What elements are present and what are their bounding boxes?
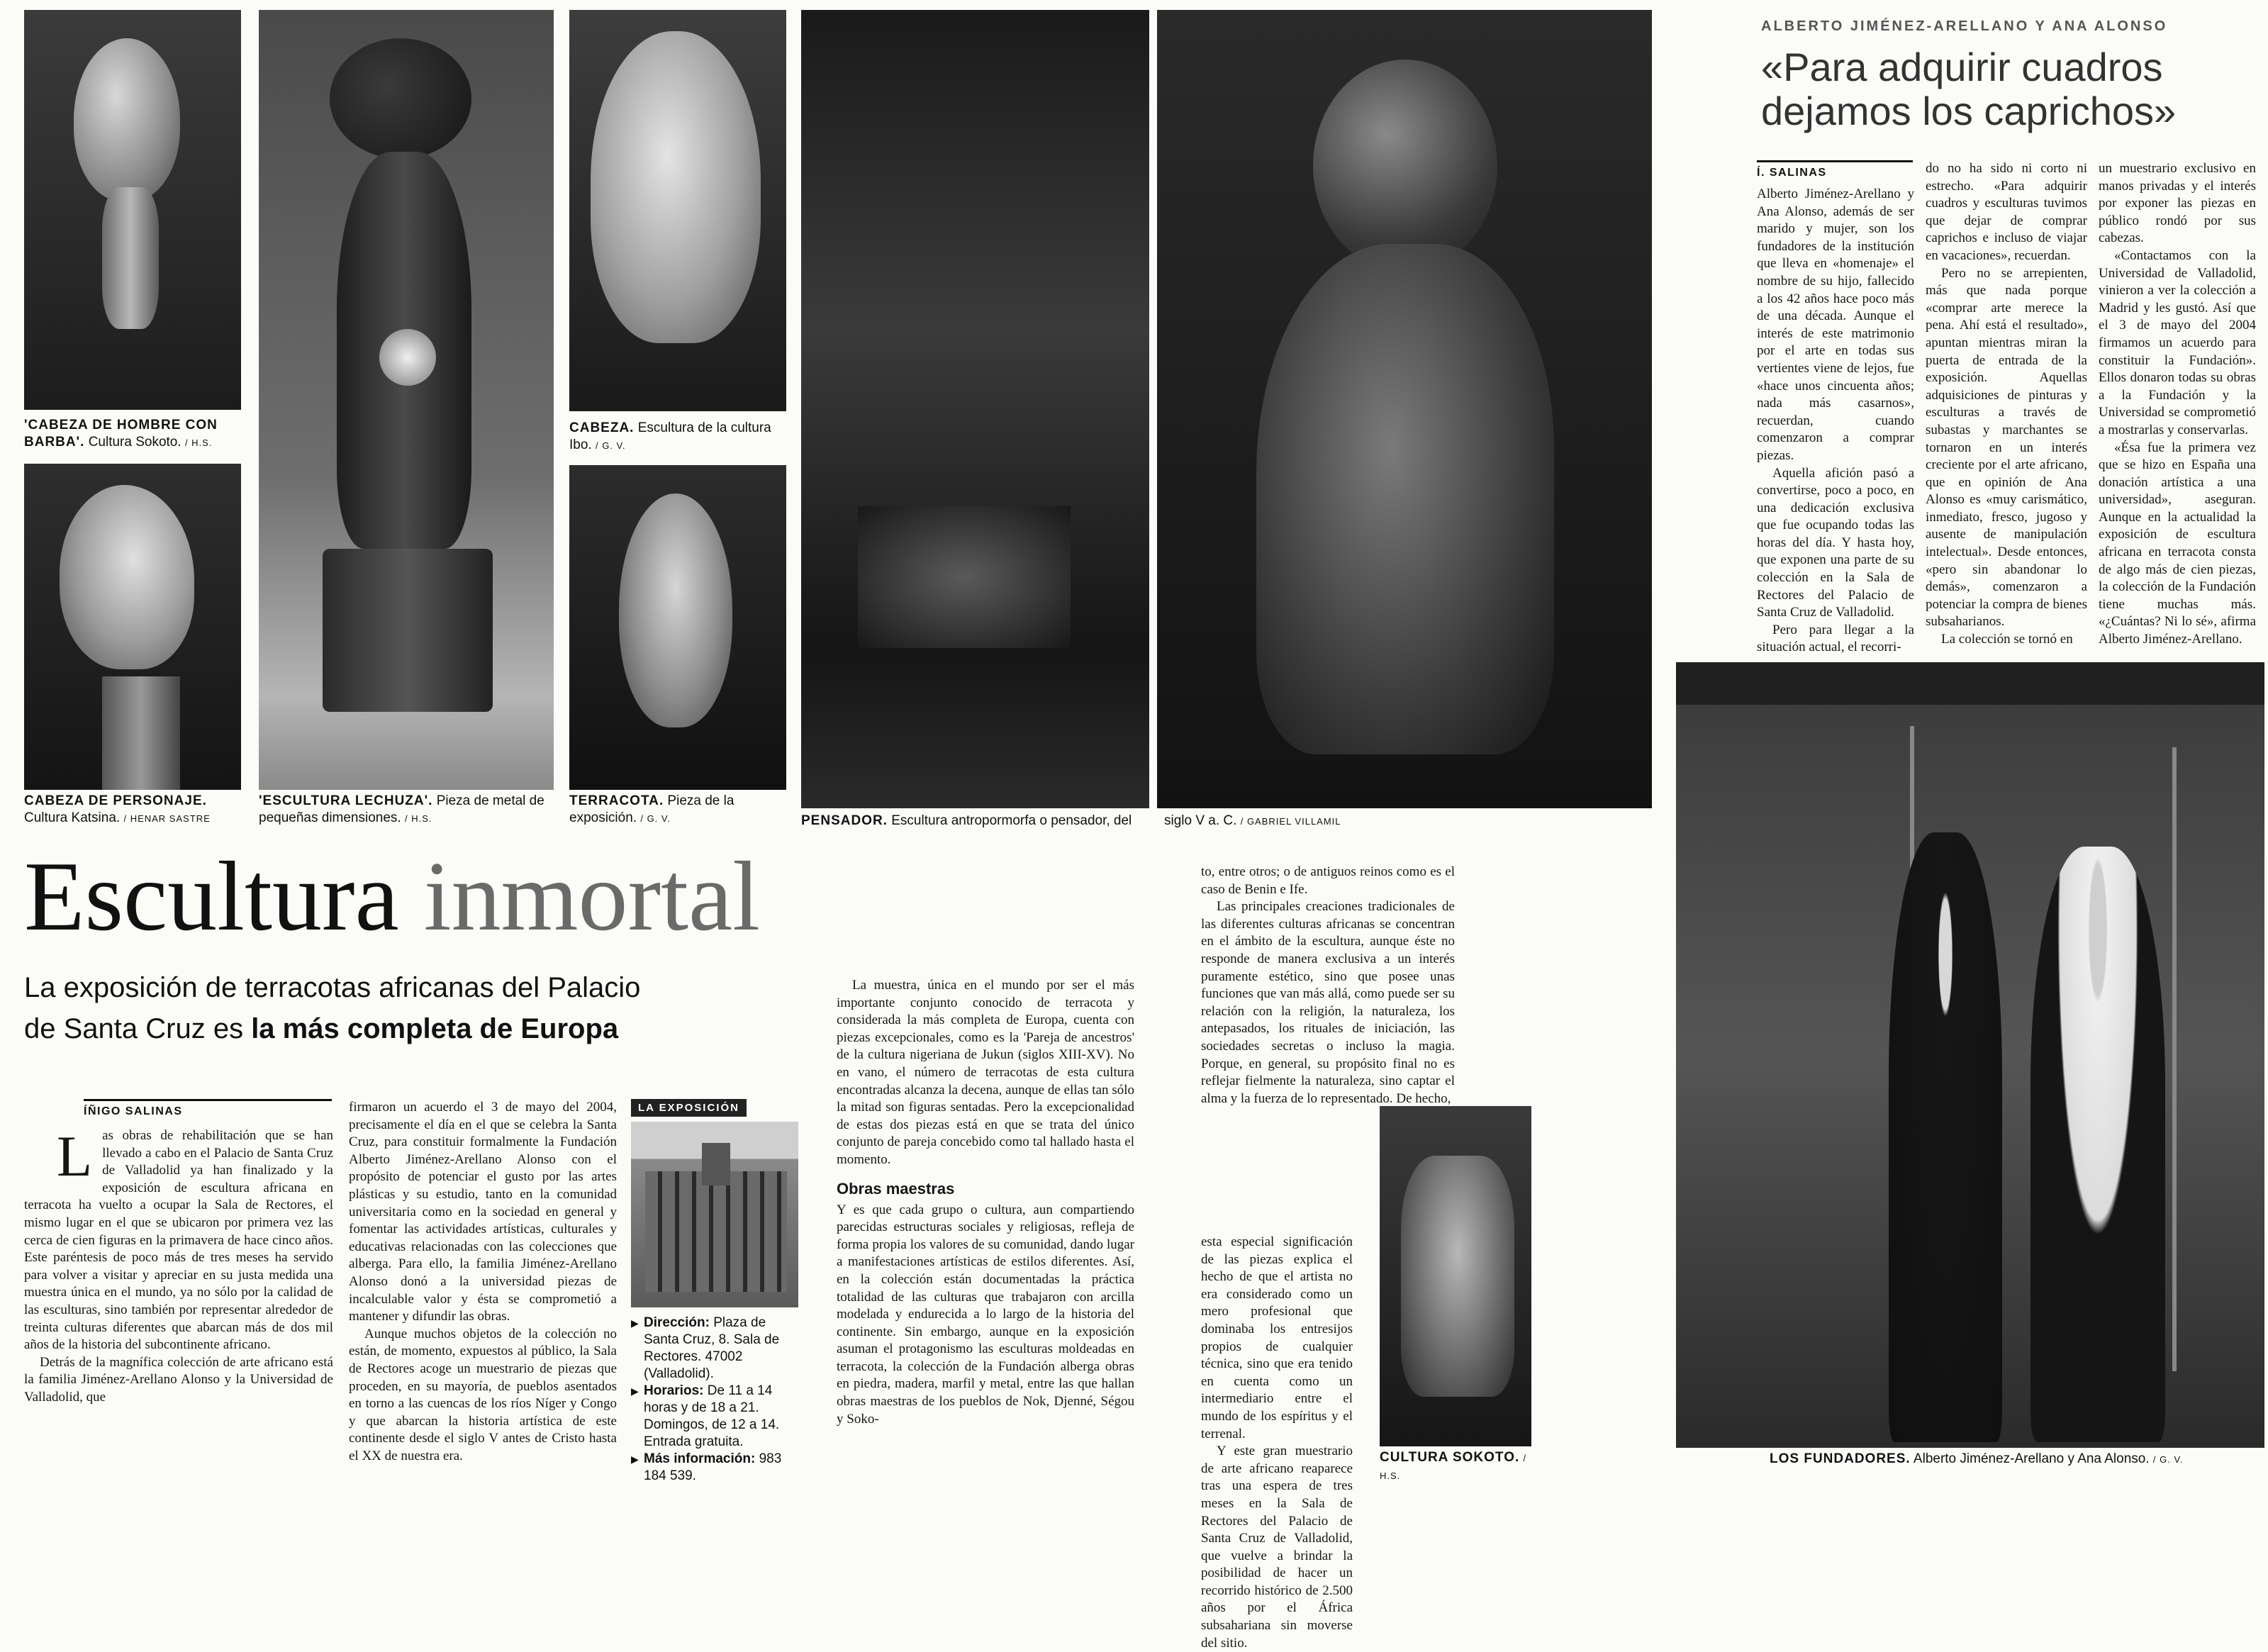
photo-pensador-left <box>801 10 1149 808</box>
interview-kicker: ALBERTO JIMÉNEZ-ARELLANO Y ANA ALONSO <box>1761 18 2168 34</box>
caption-cultura-sokoto: CULTURA SOKOTO. / H.S. <box>1380 1450 1527 1481</box>
photo-fundadores <box>1676 662 2264 1448</box>
photo-cabeza-hombre <box>24 10 241 410</box>
subhead-obras-maestras: Obras maestras <box>837 1179 955 1198</box>
caption-fundadores: LOS FUNDADORES. Alberto Jiménez-Arellano y Ana Alonso. / G. V. <box>1770 1451 2184 1466</box>
caption-cabeza-hombre: 'CABEZA DE HOMBRE CON BARBA'. Cultura Sokoto. / H.S. <box>24 418 218 450</box>
headline <box>24 844 760 950</box>
photo-cabeza-ibo <box>569 10 786 411</box>
caption-cabeza-personaje: CABEZA DE PERSONAJE. Cultura Katsina. / HENAR SASTRE <box>24 793 211 825</box>
article-column-4b: esta especial significación de las piezas explica el hecho de que el artista no era considerado como un mero profesional que dominaba los entresijos propios de cualquier técnica, sino que era tenido en cuenta como un intermediario entre el mundo de los espíritus y el terrenal. Y este gran muestrario de arte africano reaparece tras una espera de tres meses en la Sala de Rectores del Palacio de Santa Cruz de Valladolid, que vuelve a brindar la posibilidad de hacer un recorrido histórico de 2.500 años por el África subsahariana sin moverse del sitio. <box>1201 1234 1353 1651</box>
photo-terracota <box>569 465 786 790</box>
dropcap: L <box>57 1124 93 1188</box>
triangle-icon: ▶ <box>631 1385 639 1397</box>
sidebar-title: LA EXPOSICIÓN <box>631 1099 747 1117</box>
interview-column-2: do no ha sido ni corto ni estrecho. «Para adquirir cuadros y esculturas tuvimos que dejar de comprar caprichos e incluso de viajar en vacaciones», recuerdan. Pero no se arrepienten, más que nada porque «comprar arte merece la pena. Ahí está el resultado», apuntan mientras miran la puerta de entrada de la exposición. Aquellas adquisiciones de pinturas y esculturas a través de subastas y marchantes se tornaron en un interés creciente por el arte africano, que en opinión de Ana Alonso es «muy carismático, inmediato, fresco, jugoso y ausente de manipulación intelectual». Desde entonces, «pero sin abandonar lo demás», comenzaron a potenciar la compra de bienes subsaharianos. La colección se tornó en <box>1926 161 2087 647</box>
interview-column-1: Alberto Jiménez-Arellano y Ana Alonso, además de ser marido y mujer, son los fundadores de la institución que lleva en «homenaje» el nombre de su hijo, fallecido a los 42 años hace poco más de una década. Aunque el interés de este matrimonio por el arte en todas sus vertientes viene de lejos, fue «hace unos cincuenta años; nada más casarnos», recuerdan, cuando comenzaron a comprar piezas. Aquella afición pasó a convertirse, poco a poco, en una dedicación exclusiva que fue ocupando todas las horas del día. Y hasta hoy, que exponen una parte de su colección en la Sala de Rectores del Palacio de Santa Cruz de Valladolid. Pero para llegar a la situación actual, el recorri- <box>1757 186 1914 655</box>
interview-column-3: un muestrario exclusivo en manos privadas y el interés por exponer las piezas en público rondó por sus cabezas. «Contactamos con la Universidad de Valladolid, vinieron a ver la colección a Madrid y les gustó. Así que el 3 de mayo del 2004 firmamos un acuerdo para constituir la Fundación». Ellos donaron todas su obras a la Fundación y la Universidad se comprometió a mostrarlas y conservarlas. «Ésa fue la primera vez que se hizo en España una donación artística a una universidad», aseguran. Aunque en la actualidad la exposición de escultura africana en terracota consta de algo más de cien piezas, la colección de la Fundación tiene muchas más. «¿Cuántas? Ni lo sé», afirma Alberto Jiménez-Arellano. <box>2099 161 2256 647</box>
subheadline-line1: La exposición de terracotas africanas del Palacio <box>24 972 641 1003</box>
subheadline-highlight: la más completa de Europa <box>251 1013 619 1044</box>
article-column-4: to, entre otros; o de antiguos reinos como es el caso de Benin e Ife. Las principales creaciones tradicionales de las diferentes culturas africanas se concentran en el ámbito de la escultura, aunque éste no responde de manera exclusiva a un interés puramente estético, sino que posee unas funciones que van más allá, como puede ser su relación con la religión, la naturaleza, los antepasados, los rituales de iniciación, las sociedades secretas o incluso la magia. Porque, en general, su propósito final no es reflejar fielmente la naturaleza, sino captar el alma y la fuerza de lo representado. De hecho, <box>1201 864 1455 1106</box>
caption-pensador: PENSADOR. Escultura antropormorfa o pensador, del siglo V a. C. / GABRIEL VILLAMIL <box>801 813 1341 828</box>
article-column-3: La muestra, única en el mundo por ser el más importante conjunto conocido de terracota y considerada la más completa de Europa, cuenta con piezas excepcionales, como es la 'Pareja de ancestros' de la cultura nigeriana de Jukun (siglos XIII-XV). No en vano, el número de terracotas de esta cultura encontradas alcanza la decena, aunque de ellas tan sólo la mitad son figuras sentadas. Pero la excepcionalidad de estas dos piezas está en que se trata del único conjunto de pareja concebido como tal hallado hasta el momento. Obras maestras Y es que cada grupo o cultura, aun compartiendo parecidas estructuras sociales y religiosas, refleja de forma propia los valores de su comunidad, dando lugar a manifestaciones artísticas de estilos diferentes. Así, en la colección están documentadas la práctica totalidad de las culturas que trabajaron con arcilla modelada y endurecida a lo largo de la historia del continente. Sin embargo, aunque en la exposición asuman el protagonismo las esculturas moldeadas en terracota, la colección de la Fundación alberga obras en piedra, madera, marfil y metal, entre las que hallan obras maestras de los pueblos de Nok, Djenné, Ségou y Soko- <box>837 978 1134 1427</box>
headline-part-a: Escultura <box>24 842 399 951</box>
photo-cultura-sokoto <box>1380 1106 1531 1446</box>
subheadline-line2: de Santa Cruz es <box>24 1013 244 1044</box>
interview-title: «Para adquirir cuadros dejamos los caprichos» <box>1761 45 2177 133</box>
interview-byline: Í. SALINAS <box>1757 160 1913 179</box>
article-column-1: L as obras de rehabilitación que se han llevado a cabo en el Palacio de Santa Cruz de Valladolid ya han finalizado y la exposición de escultura africana en terracota ha vuelto a ocupar la Sala de Rectores, el mismo lugar en el que se ubicaron por primera vez las cerca de cien figuras en la primavera de hace cinco años. Este paréntesis de poco más de tres meses ha servido para volver a visitar y apreciar en su justa medida una muestra única en el mundo, ya no sólo por la calidad de las esculturas, sino también por representar alrededor de treinta culturas diferentes que abarcan más de dos mil años de la historia del subcontinente africano. Detrás de la magnífica colección de arte africano está la familia Jiménez-Arellano Alonso y la Universidad de Valladolid, que <box>24 1124 333 1405</box>
byline: ÍÑIGO SALINAS <box>84 1099 332 1118</box>
photo-palacio-santa-cruz <box>631 1122 798 1307</box>
article-column-2: firmaron un acuerdo el 3 de mayo del 2004, precisamente el día en el que se celebra la Santa Cruz, para constituir formalmente la Fundación Alberto Jiménez-Arellano Alonso con el propósito de potenciar el gusto por las artes plásticas y su estudio, tanto en la comunidad universitaria como en la sociedad en general y fomentar las actividades artísticas, culturales y educativas relacionadas con las colecciones que alberga. Para ello, la familia Jiménez-Arellano Alonso donó a la universidad piezas de incalculable valor y ésta se comprometió a mantener y difundir las obras. Aunque muchos objetos de la colección no están, de momento, expuestos al público, la Sala de Rectores acoge un muestrario de piezas que proceden, en su mayoría, de pueblos asentados en torno a las cuencas de los ríos Níger y Congo y que abarcan la historia artística de este continente desde el siglo V antes de Cristo hasta el XX de nuestra era. <box>349 1100 617 1463</box>
photo-cabeza-personaje <box>24 464 241 790</box>
photo-escultura-lechuza <box>259 10 554 790</box>
triangle-icon: ▶ <box>631 1317 639 1329</box>
photo-pensador-right <box>1157 10 1652 808</box>
triangle-icon: ▶ <box>631 1453 639 1465</box>
caption-terracota: TERRACOTA. Pieza de la exposición. / G. V. <box>569 793 734 825</box>
caption-escultura-lechuza: 'ESCULTURA LECHUZA'. Pieza de metal de pequeñas dimensiones. / H.S. <box>259 793 544 825</box>
headline-part-b: inmortal <box>423 842 761 951</box>
sidebar-info: ▶ Dirección: Plaza de Santa Cruz, 8. Sala de Rectores. 47002 (Valladolid). ▶ Horarios: De 11 a 14 horas y de 18 a 21. Domingos, de 12 a 14. Entrada gratuita. ▶ Más información: 983 184 539. <box>631 1315 782 1483</box>
subheadline <box>24 967 804 1049</box>
caption-cabeza-ibo: CABEZA. Escultura de la cultura Ibo. / G. V. <box>569 420 771 452</box>
